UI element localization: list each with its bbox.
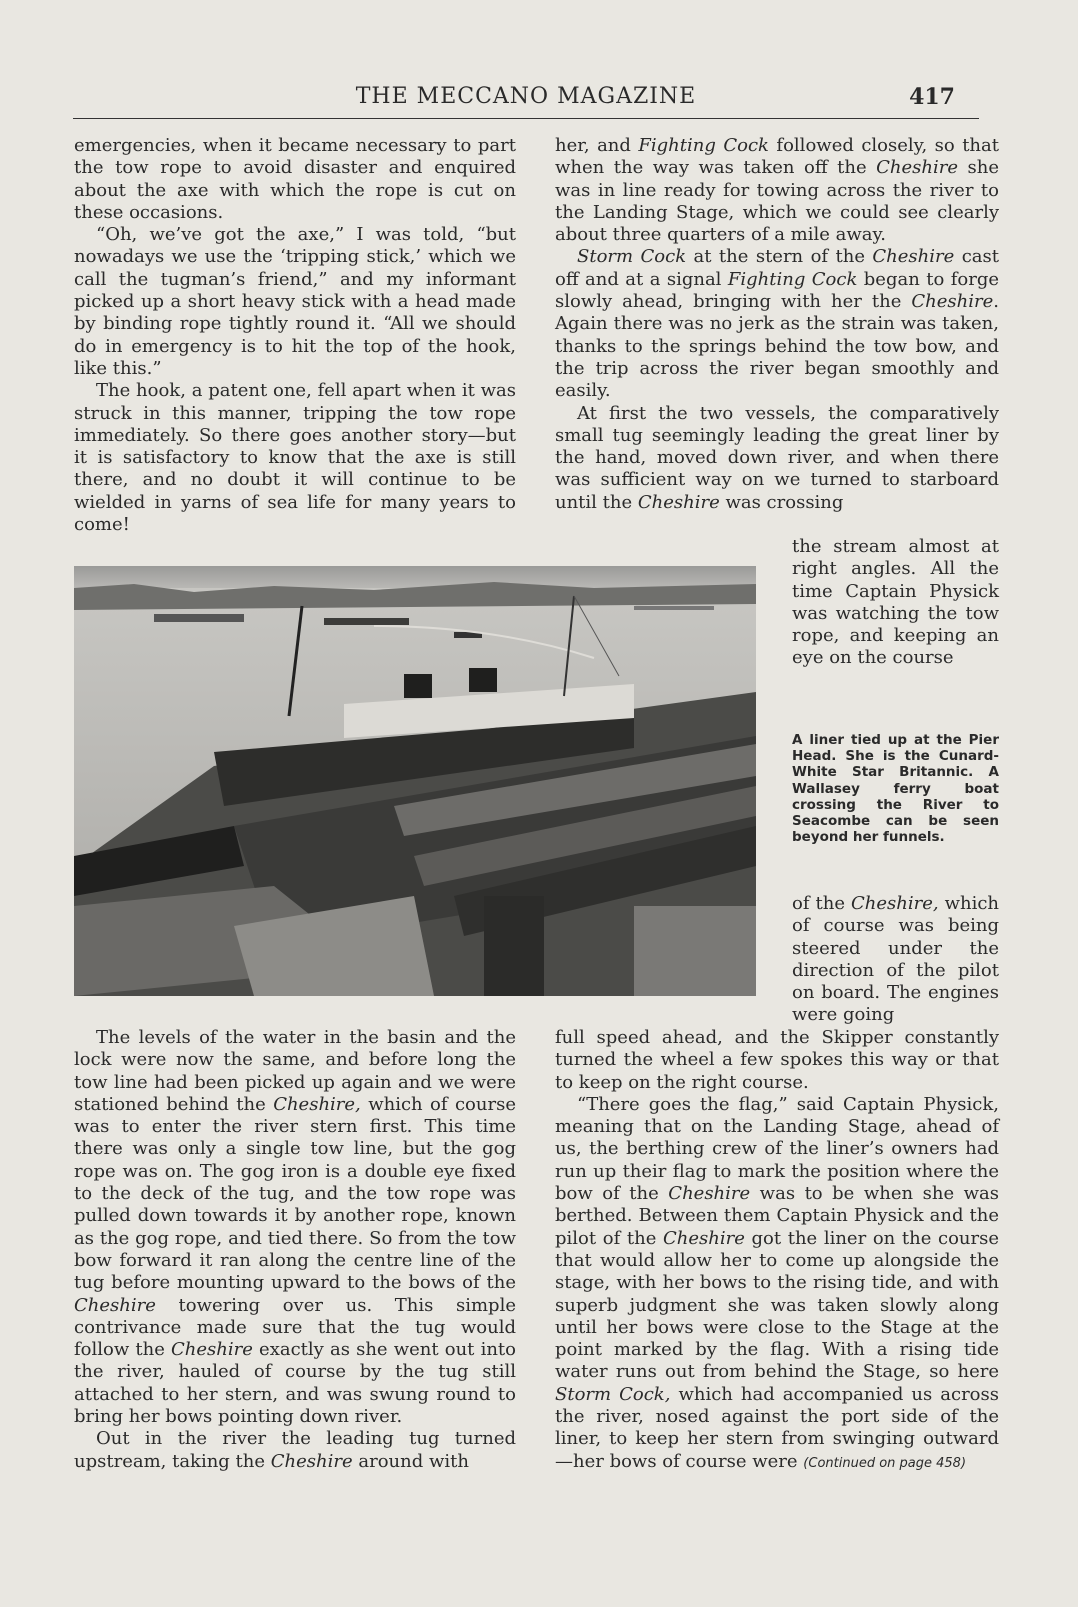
paragraph: “There goes the flag,” said Captain Physick, meaning that on the Landing Stage, ahead of us, the berthing crew of the liner’s owners had run up their flag to mark the position where the bow of the Cheshire was to be when she was berthed. Between them Captain Physick and the pilot of the Cheshire got the liner on the course that would allow her to come up alongside the stage, with her bows to the rising tide, and with superb judgment she was taken slowly along until her bows were close to the Stage at the point marked by the flag. With a rising tide water runs out from behind the Stage, so here Storm Cock, which had accompanied us across the river, nosed against the port side of the liner, to keep her stern from swinging outward—her bows of course were (Continued on page 458) bbox=[555, 1093, 999, 1472]
paragraph: Out in the river the leading tug turned upstream, taking the Cheshire around with bbox=[74, 1428, 516, 1472]
page-header bbox=[73, 80, 979, 119]
paragraph: Storm Cock at the stern of the Cheshire cast off and at a signal Fighting Cock began to forge slowly ahead, bringing with her the Cheshire. Again there was no jerk as the strain was taken, thanks to the springs behind the tow bow, and the trip across the river began smoothly and easily. bbox=[555, 246, 999, 402]
right-column-bottom bbox=[555, 1027, 999, 1475]
paragraph: her, and Fighting Cock followed closely, so that when the way was taken off the Cheshire she was in line ready for towing across the river to the Landing Stage, which we could see clearly about three quarters of a mile away. bbox=[555, 135, 999, 246]
page-number: 417 bbox=[909, 84, 955, 110]
paragraph: emergencies, when it became necessary to part the tow rope to avoid disaster and enquired about the axe with which the rope is cut on these occasions. bbox=[74, 135, 516, 223]
continued-note: (Continued on page 458) bbox=[803, 1455, 967, 1471]
paragraph: At first the two vessels, the comparatively small tug seemingly leading the great liner by the hand, moved down river, and when there was sufficient way on we turned to starboard until the Cheshire was crossing bbox=[555, 402, 999, 513]
paragraph: the stream almost at right angles. All the time Captain Physick was watching the tow rope, and keeping an eye on the course bbox=[792, 536, 999, 669]
paragraph: full speed ahead, and the Skipper constantly turned the wheel a few spokes this way or that to keep on the right course. bbox=[555, 1027, 999, 1093]
photo-caption: A liner tied up at the Pier Head. She is the Cunard-White Star Britannic. A Wallasey ferry boat crossing the River to Seacombe can be seen beyond her funnels. bbox=[792, 732, 999, 846]
right-column-top bbox=[555, 135, 999, 514]
left-column-top bbox=[74, 135, 516, 536]
paragraph: “Oh, we’ve got the axe,” I was told, “but nowadays we use the ‘tripping stick,’ which we call the tugman’s friend,” and my informant picked up a short heavy stick with a head made by binding rope tightly round it. “All we should do in emergency is to hit the top of the hook, like this.” bbox=[74, 224, 516, 379]
paragraph: The hook, a patent one, fell apart when it was struck in this manner, tripping the tow rope immediately. So there goes another story—but it is satisfactory to know that the axe is still there, and no doubt it will continue to be wielded in yarns of sea life for many years to come! bbox=[74, 380, 516, 536]
paragraph: The levels of the water in the basin and the lock were now the same, and before long the tow line had been picked up again and we were stationed behind the Cheshire, which of course was to enter the river stern first. This time there was only a single tow line, but the gog rope was on. The gog iron is a double eye fixed to the deck of the tug, and the tow rope was pulled down towards it by another rope, known as the gog rope, and tied there. So from the tow bow forward it ran along the centre line of the tug before mounting upward to the bows of the Cheshire towering over us. This simple contrivance made sure that the tug would follow the Cheshire exactly as she went out into the river, hauled of course by the tug still attached to her stern, and was swung round to bring her bows pointing down river. bbox=[74, 1027, 516, 1428]
liner-photo bbox=[74, 566, 756, 996]
left-column-bottom bbox=[74, 1027, 516, 1473]
right-column-beside-photo bbox=[792, 536, 999, 670]
right-column-below-caption bbox=[792, 893, 999, 1027]
paragraph: of the Cheshire, which of course was being steered under the direction of the pilot on board. The engines were going bbox=[792, 893, 1000, 1026]
magazine-title: THE MECCANO MAGAZINE bbox=[355, 84, 697, 109]
